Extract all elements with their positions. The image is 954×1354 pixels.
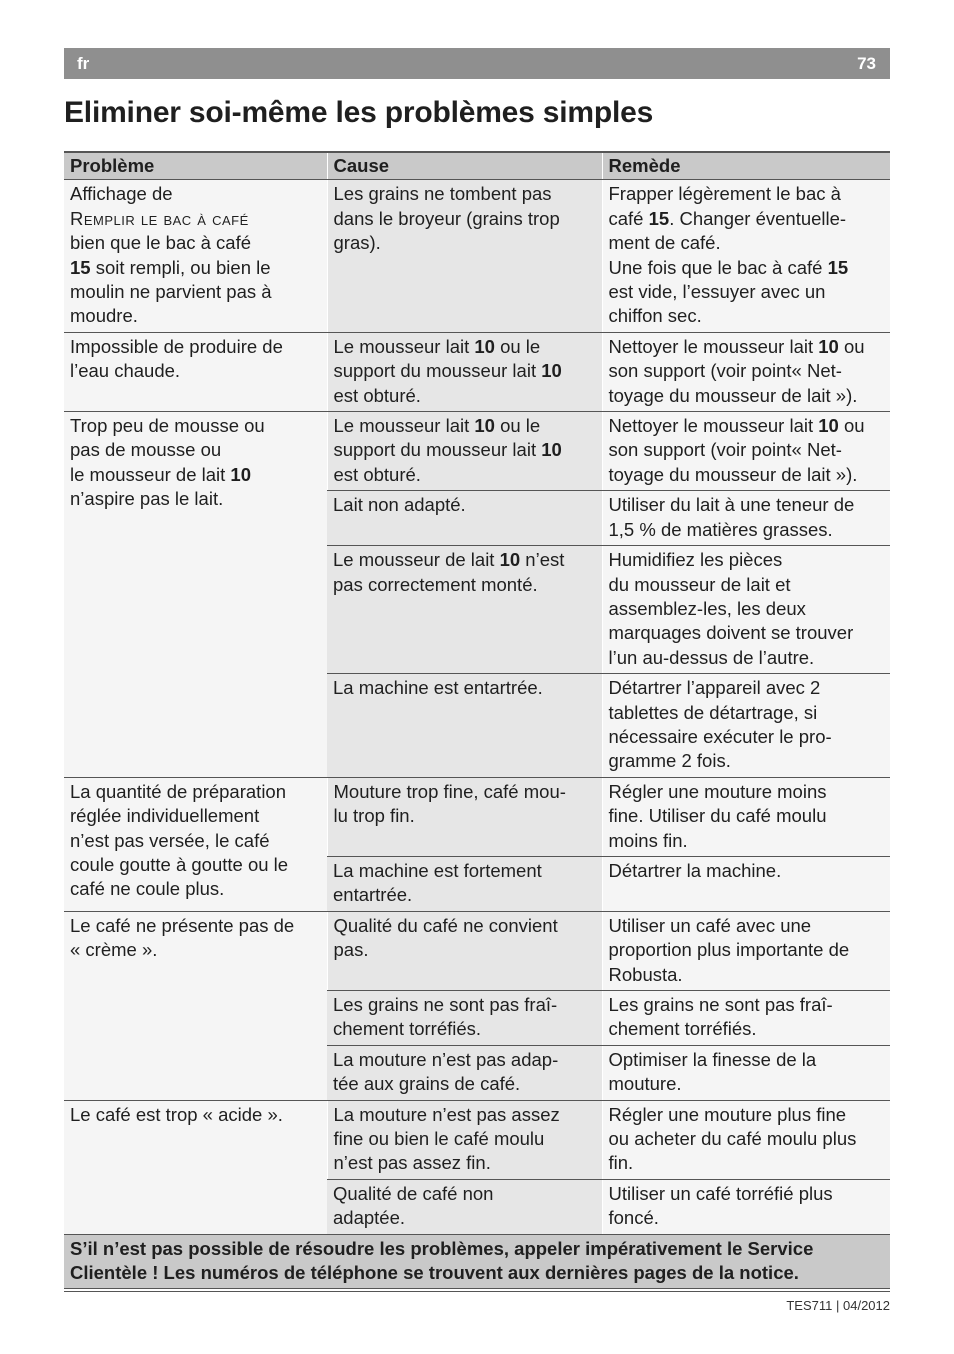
problem-cell-line: moulin ne parvient pas à xyxy=(70,281,272,303)
remedy-cell-line: chement torréfiés. xyxy=(608,1018,757,1040)
troubleshooting-table xyxy=(64,151,890,1289)
problem-cell-line: Impossible de produire de xyxy=(70,335,283,357)
cause-cell-line: est obturé. xyxy=(333,384,421,406)
remedy-cell xyxy=(602,674,890,778)
remedy-cell-line: Régler une mouture moins xyxy=(608,780,827,802)
remedy-cell-line: fin. xyxy=(608,1152,634,1174)
cause-cell xyxy=(327,1179,602,1234)
remedy-cell-line: Utiliser du lait à une teneur de xyxy=(608,494,855,516)
remedy-cell-line: Une fois que le bac à café 15 xyxy=(608,256,849,278)
remedy-cell xyxy=(602,546,890,674)
footer xyxy=(786,1298,890,1313)
remedy-cell xyxy=(602,991,890,1046)
remedy-cell-line: fine. Utiliser du café moulu xyxy=(608,805,827,827)
cause-cell xyxy=(327,991,602,1046)
remedy-cell-line: Humidifiez les pièces xyxy=(608,549,783,571)
table-row xyxy=(64,180,890,332)
cause-cell xyxy=(327,1100,602,1179)
cause-cell-line: pas correctement monté. xyxy=(333,573,538,595)
remedy-cell-line: toyage du mousseur de lait »). xyxy=(608,463,858,485)
remedy-cell-line: ment de café. xyxy=(608,232,721,254)
problem-cell-line: Affichage de xyxy=(70,183,173,205)
problem-cell-line: 15 soit rempli, ou bien le xyxy=(70,256,271,278)
cause-cell xyxy=(327,856,602,911)
cause-cell-line: Le mousseur lait 10 ou le xyxy=(333,335,541,357)
service-notice-line: Clientèle ! Les numéros de téléphone se trouvent aux dernières pages de la notice. xyxy=(70,1262,799,1284)
cause-cell-line: chement torréfiés. xyxy=(333,1018,482,1040)
cause-cell-line: entartrée. xyxy=(333,884,413,906)
cause-cell-line: Le mousseur lait 10 ou le xyxy=(333,415,541,437)
cause-cell-line: La machine est fortement xyxy=(333,859,542,881)
problem-cell-line: moudre. xyxy=(70,305,138,327)
remedy-cell-line: proportion plus importante de xyxy=(608,939,850,961)
remedy-cell xyxy=(602,856,890,911)
problem-cell-line: café ne coule plus. xyxy=(70,878,225,900)
remedy-cell-line: du mousseur de lait et xyxy=(608,573,791,595)
remedy-cell-line: moins fin. xyxy=(608,829,688,851)
remedy-cell-line: est vide, l’essuyer avec un xyxy=(608,281,826,303)
remedy-cell-line: tablettes de détartrage, si xyxy=(608,701,818,723)
cause-cell-line: La mouture n’est pas adap- xyxy=(333,1048,559,1070)
cause-cell-line: Les grains ne sont pas fraî- xyxy=(333,994,558,1015)
cause-cell-line: gras). xyxy=(333,232,381,254)
cause-cell xyxy=(327,412,602,491)
remedy-cell xyxy=(602,777,890,856)
cause-cell-line: Qualité du café ne convient xyxy=(333,914,558,936)
table-header-row xyxy=(64,152,890,180)
column-header-cause: Cause xyxy=(327,152,602,180)
remedy-cell-line: Robusta. xyxy=(608,963,683,985)
remedy-cell-line: Nettoyer le mousseur lait 10 ou xyxy=(608,415,865,437)
remedy-cell-line: Utiliser un café torréfié plus xyxy=(608,1182,833,1204)
problem-cell-line: n’est pas versée, le café xyxy=(70,829,270,851)
header-bar xyxy=(64,48,890,79)
cause-cell-line: La mouture n’est pas assez xyxy=(333,1103,560,1125)
remedy-cell-line: 1,5 % de matières grasses. xyxy=(608,518,833,540)
remedy-cell xyxy=(602,491,890,546)
remedy-cell-line: Optimiser la finesse de la xyxy=(608,1048,817,1070)
cause-cell-line: Qualité de café non xyxy=(333,1182,494,1204)
service-notice-line: S’il n’est pas possible de résoudre les problèmes, appeler impérativement le Service xyxy=(70,1237,814,1259)
problem-cell-line: l’eau chaude. xyxy=(70,360,181,382)
footer-separator: | xyxy=(835,1298,840,1313)
remedy-cell-line: son support (voir point« Net- xyxy=(608,360,842,382)
cause-cell-line: support du mousseur lait 10 xyxy=(333,360,562,382)
remedy-cell xyxy=(602,412,890,491)
remedy-cell xyxy=(602,1045,890,1100)
remedy-cell xyxy=(602,332,890,411)
problem-cell-line: « crème ». xyxy=(70,939,158,961)
cause-cell xyxy=(327,1045,602,1100)
cause-cell xyxy=(327,674,602,778)
problem-cell-line: coule goutte à goutte ou le xyxy=(70,853,289,875)
remedy-cell-line: toyage du mousseur de lait »). xyxy=(608,384,858,406)
column-header-problem: Problème xyxy=(64,152,327,180)
page-title: Eliminer soi-même les problèmes simples xyxy=(64,96,654,129)
cause-cell-line: support du mousseur lait 10 xyxy=(333,439,562,461)
cause-cell-line: adaptée. xyxy=(333,1207,406,1229)
remedy-cell-line: ou acheter du café moulu plus xyxy=(608,1128,857,1150)
cause-cell xyxy=(327,180,602,332)
cause-cell-line: dans le broyeur (grains trop xyxy=(333,207,560,229)
problem-cell-line: bien que le bac à café xyxy=(70,232,252,254)
cause-cell-line: La machine est entartrée. xyxy=(333,677,543,699)
cause-cell-line: fine ou bien le café moulu xyxy=(333,1128,545,1150)
service-notice xyxy=(64,1234,890,1289)
remedy-cell-line: Nettoyer le mousseur lait 10 ou xyxy=(608,335,865,357)
cause-cell xyxy=(327,911,602,990)
remedy-cell-line: Utiliser un café avec une xyxy=(608,914,812,936)
remedy-cell-line: foncé. xyxy=(608,1207,659,1229)
remedy-cell-line: gramme 2 fois. xyxy=(608,750,731,772)
problem-cell xyxy=(64,911,327,1100)
cause-cell-line: tée aux grains de café. xyxy=(333,1073,521,1095)
footer-model: TES711 xyxy=(786,1298,833,1313)
remedy-cell-line: assemblez-les, les deux xyxy=(608,597,806,619)
remedy-cell xyxy=(602,911,890,990)
remedy-cell-line: Frapper légèrement le bac à xyxy=(608,183,841,205)
remedy-cell-line: nécessaire exécuter le pro- xyxy=(608,725,832,747)
remedy-cell-line: son support (voir point« Net- xyxy=(608,439,842,461)
problem-cell-line: n’aspire pas le lait. xyxy=(70,488,224,510)
cause-cell-line: Les grains ne tombent pas xyxy=(333,183,552,205)
footer-divider xyxy=(64,1291,890,1292)
remedy-cell-line: mouture. xyxy=(608,1073,682,1095)
remedy-cell-line: l’un au-dessus de l’autre. xyxy=(608,646,815,668)
problem-cell-line: le mousseur de lait 10 xyxy=(70,463,251,485)
problem-cell-line: Trop peu de mousse ou xyxy=(70,415,265,437)
problem-cell xyxy=(64,332,327,411)
problem-cell-line: Le café ne présente pas de xyxy=(70,914,295,936)
cause-cell-line: est obturé. xyxy=(333,463,421,485)
cause-cell-line: n’est pas assez fin. xyxy=(333,1152,491,1174)
cause-cell xyxy=(327,332,602,411)
problem-cell-line: pas de mousse ou xyxy=(70,439,222,461)
cause-cell-line: pas. xyxy=(333,939,369,961)
problem-cell xyxy=(64,1100,327,1234)
remedy-cell-line: Détartrer l’appareil avec 2 xyxy=(608,677,821,699)
table-row xyxy=(64,911,890,990)
language-code: fr xyxy=(77,54,90,73)
problem-cell xyxy=(64,777,327,911)
remedy-cell-line: Régler une mouture plus fine xyxy=(608,1103,847,1125)
remedy-cell-line: Détartrer la machine. xyxy=(608,859,782,881)
remedy-cell-line: Les grains ne sont pas fraî- xyxy=(608,994,833,1015)
remedy-cell-line: marquages doivent se trouver xyxy=(608,622,854,644)
cause-cell-line: Mouture trop fine, café mou- xyxy=(333,780,566,802)
remedy-cell-line: chiffon sec. xyxy=(608,305,702,327)
notice-row xyxy=(64,1234,890,1289)
footer-date: 04/2012 xyxy=(843,1298,890,1313)
page-number: 73 xyxy=(857,54,876,73)
cause-cell-line: lu trop fin. xyxy=(333,805,415,827)
column-header-remedy: Remède xyxy=(602,152,890,180)
remedy-cell-line: café 15. Changer éventuelle- xyxy=(608,207,847,229)
cause-cell-line: Le mousseur de lait 10 n’est xyxy=(333,549,565,571)
cause-cell xyxy=(327,546,602,674)
problem-cell-line: Le café est trop « acide ». xyxy=(70,1103,283,1125)
remedy-cell xyxy=(602,180,890,332)
table-row xyxy=(64,1100,890,1179)
problem-cell-line: La quantité de préparation xyxy=(70,780,287,802)
problem-cell-line: Remplir le bac à café xyxy=(70,207,249,229)
remedy-cell xyxy=(602,1100,890,1179)
table-row xyxy=(64,777,890,856)
table-row xyxy=(64,332,890,411)
problem-cell xyxy=(64,180,327,332)
remedy-cell xyxy=(602,1179,890,1234)
cause-cell-line: Lait non adapté. xyxy=(333,494,466,516)
cause-cell xyxy=(327,777,602,856)
table-row xyxy=(64,412,890,491)
problem-cell-line: réglée individuellement xyxy=(70,805,260,827)
cause-cell xyxy=(327,491,602,546)
problem-cell xyxy=(64,412,327,778)
